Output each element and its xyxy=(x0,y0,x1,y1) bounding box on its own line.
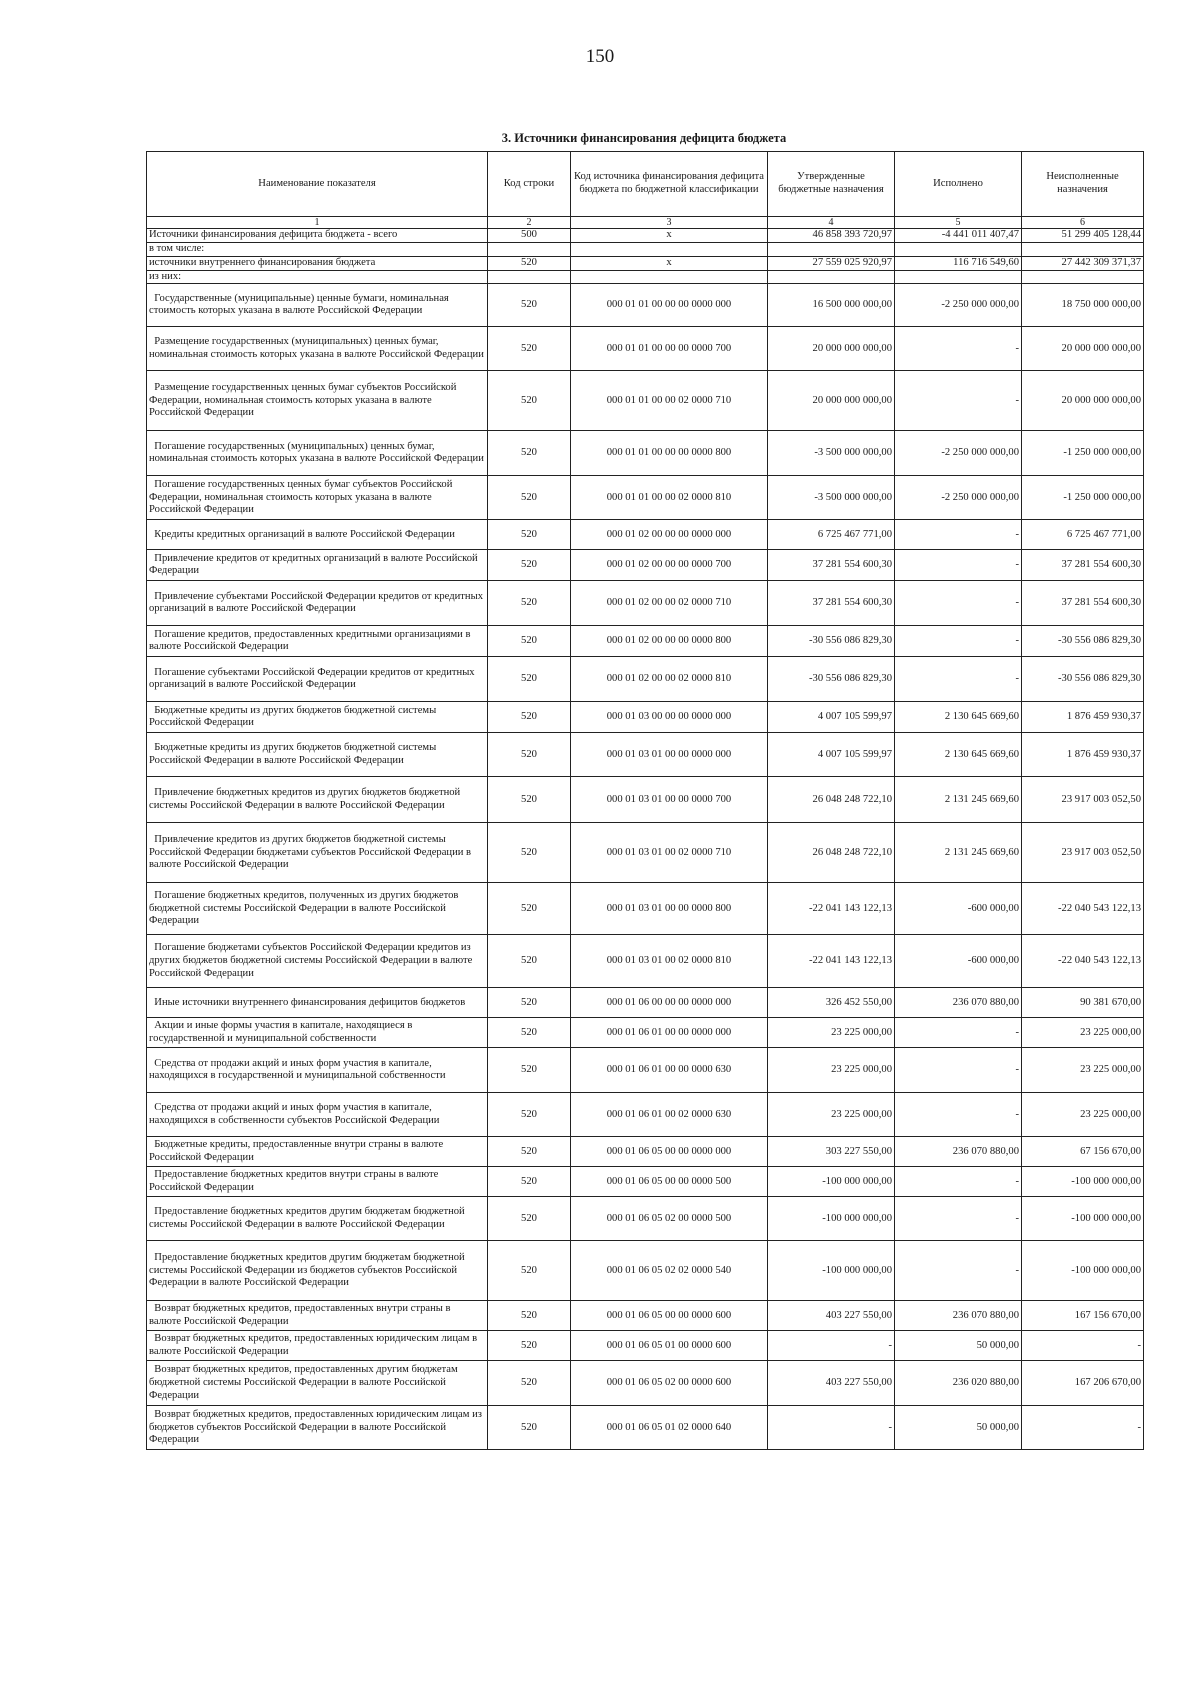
executed-cell: 236 070 880,00 xyxy=(895,988,1022,1018)
executed-cell: - xyxy=(895,1241,1022,1301)
source-code-cell: 000 01 06 05 01 00 0000 600 xyxy=(571,1331,768,1361)
source-code-cell: 000 01 06 05 02 00 0000 500 xyxy=(571,1197,768,1241)
line-code-cell: 520 xyxy=(488,1197,571,1241)
table-row xyxy=(147,550,1144,581)
indicator-name-cell: Возврат бюджетных кредитов, предоставленных юридическим лицам в валюте Российской Федерации xyxy=(147,1331,488,1361)
table-row xyxy=(147,243,1144,257)
indicator-name-cell: Погашение государственных (муниципальных) ценных бумаг, номинальная стоимость которых указана в валюте Российской Федерации xyxy=(147,431,488,476)
indicator-name-cell: в том числе: xyxy=(147,243,488,257)
unexecuted-cell xyxy=(1022,243,1144,257)
line-code-cell: 520 xyxy=(488,1137,571,1167)
line-code-cell: 520 xyxy=(488,733,571,777)
unexecuted-cell: 90 381 670,00 xyxy=(1022,988,1144,1018)
executed-cell: - xyxy=(895,1048,1022,1093)
indicator-name-cell: Бюджетные кредиты из других бюджетов бюджетной системы Российской Федерации xyxy=(147,702,488,733)
table-row xyxy=(147,1018,1144,1048)
line-code-cell: 520 xyxy=(488,1167,571,1197)
unexecuted-cell: -22 040 543 122,13 xyxy=(1022,935,1144,988)
column-number: 5 xyxy=(895,217,1022,229)
approved-cell: 326 452 550,00 xyxy=(768,988,895,1018)
source-code-cell: 000 01 03 01 00 02 0000 810 xyxy=(571,935,768,988)
table-row xyxy=(147,777,1144,823)
page-number: 150 xyxy=(585,46,615,67)
executed-cell: - xyxy=(895,657,1022,702)
indicator-name-cell: Предоставление бюджетных кредитов внутри страны в валюте Российской Федерации xyxy=(147,1167,488,1197)
line-code-cell: 520 xyxy=(488,1241,571,1301)
indicator-name-cell: Погашение государственных ценных бумаг субъектов Российской Федерации, номинальная стоимость которых указана в валюте Российской Федерации xyxy=(147,476,488,520)
executed-cell: - xyxy=(895,1197,1022,1241)
source-code-cell: 000 01 03 01 00 00 0000 700 xyxy=(571,777,768,823)
approved-cell: -100 000 000,00 xyxy=(768,1167,895,1197)
approved-cell: 6 725 467 771,00 xyxy=(768,520,895,550)
executed-cell: - xyxy=(895,581,1022,626)
indicator-name-cell: Погашение субъектами Российской Федерации кредитов от кредитных организаций в валюте Российской Федерации xyxy=(147,657,488,702)
table-row xyxy=(147,1406,1144,1450)
source-code-cell: 000 01 02 00 00 00 0000 800 xyxy=(571,626,768,657)
line-code-cell: 520 xyxy=(488,581,571,626)
line-code-cell xyxy=(488,270,571,284)
table-row xyxy=(147,823,1144,883)
unexecuted-cell: 167 206 670,00 xyxy=(1022,1361,1144,1406)
unexecuted-cell: -30 556 086 829,30 xyxy=(1022,626,1144,657)
unexecuted-cell: 23 225 000,00 xyxy=(1022,1093,1144,1137)
executed-cell xyxy=(895,270,1022,284)
line-code-cell: 520 xyxy=(488,823,571,883)
table-row xyxy=(147,1167,1144,1197)
table-row xyxy=(147,883,1144,935)
executed-cell: 236 070 880,00 xyxy=(895,1137,1022,1167)
header-executed: Исполнено xyxy=(895,152,1022,217)
executed-cell: 236 020 880,00 xyxy=(895,1361,1022,1406)
line-code-cell: 520 xyxy=(488,1361,571,1406)
unexecuted-cell: 27 442 309 371,37 xyxy=(1022,256,1144,270)
source-code-cell xyxy=(571,243,768,257)
source-code-cell: 000 01 06 01 00 00 0000 000 xyxy=(571,1018,768,1048)
approved-cell: -30 556 086 829,30 xyxy=(768,626,895,657)
table-row xyxy=(147,702,1144,733)
table-row xyxy=(147,476,1144,520)
source-code-cell: 000 01 01 00 00 02 0000 810 xyxy=(571,476,768,520)
column-number-row xyxy=(147,217,1144,229)
line-code-cell: 520 xyxy=(488,1301,571,1331)
line-code-cell: 520 xyxy=(488,883,571,935)
unexecuted-cell: - xyxy=(1022,1331,1144,1361)
line-code-cell: 500 xyxy=(488,229,571,243)
indicator-name-cell: Привлечение субъектами Российской Федерации кредитов от кредитных организаций в валюте Российской Федерации xyxy=(147,581,488,626)
indicator-name-cell: из них: xyxy=(147,270,488,284)
source-code-cell: 000 01 01 00 00 02 0000 710 xyxy=(571,371,768,431)
approved-cell: 46 858 393 720,97 xyxy=(768,229,895,243)
table-row xyxy=(147,431,1144,476)
indicator-name-cell: Привлечение кредитов от кредитных организаций в валюте Российской Федерации xyxy=(147,550,488,581)
unexecuted-cell: 23 225 000,00 xyxy=(1022,1048,1144,1093)
indicator-name-cell: Государственные (муниципальные) ценные бумаги, номинальная стоимость которых указана в валюте Российской Федерации xyxy=(147,284,488,327)
approved-cell: 23 225 000,00 xyxy=(768,1048,895,1093)
indicator-name-cell: Акции и иные формы участия в капитале, находящиеся в государственной и муниципальной собственности xyxy=(147,1018,488,1048)
executed-cell: -2 250 000 000,00 xyxy=(895,476,1022,520)
executed-cell xyxy=(895,243,1022,257)
unexecuted-cell: 1 876 459 930,37 xyxy=(1022,733,1144,777)
table-row xyxy=(147,1301,1144,1331)
table-row xyxy=(147,229,1144,243)
unexecuted-cell: -100 000 000,00 xyxy=(1022,1167,1144,1197)
source-code-cell: x xyxy=(571,229,768,243)
executed-cell: 2 131 245 669,60 xyxy=(895,823,1022,883)
indicator-name-cell: источники внутреннего финансирования бюджета xyxy=(147,256,488,270)
line-code-cell: 520 xyxy=(488,520,571,550)
executed-cell: 50 000,00 xyxy=(895,1406,1022,1450)
unexecuted-cell: 20 000 000 000,00 xyxy=(1022,327,1144,371)
line-code-cell: 520 xyxy=(488,476,571,520)
unexecuted-cell: 37 281 554 600,30 xyxy=(1022,550,1144,581)
source-code-cell: 000 01 06 00 00 00 0000 000 xyxy=(571,988,768,1018)
approved-cell: -3 500 000 000,00 xyxy=(768,431,895,476)
line-code-cell: 520 xyxy=(488,988,571,1018)
executed-cell: 236 070 880,00 xyxy=(895,1301,1022,1331)
approved-cell: -30 556 086 829,30 xyxy=(768,657,895,702)
indicator-name-cell: Привлечение бюджетных кредитов из других бюджетов бюджетной системы Российской Федерации в валюте Российской Федерации xyxy=(147,777,488,823)
source-code-cell: 000 01 01 00 00 00 0000 000 xyxy=(571,284,768,327)
approved-cell xyxy=(768,270,895,284)
executed-cell: - xyxy=(895,626,1022,657)
approved-cell: 4 007 105 599,97 xyxy=(768,733,895,777)
source-code-cell: 000 01 03 01 00 02 0000 710 xyxy=(571,823,768,883)
unexecuted-cell xyxy=(1022,270,1144,284)
indicator-name-cell: Источники финансирования дефицита бюджета - всего xyxy=(147,229,488,243)
approved-cell: 403 227 550,00 xyxy=(768,1361,895,1406)
approved-cell: 16 500 000 000,00 xyxy=(768,284,895,327)
source-code-cell: 000 01 02 00 00 02 0000 710 xyxy=(571,581,768,626)
executed-cell: - xyxy=(895,1018,1022,1048)
source-code-cell: 000 01 03 01 00 00 0000 800 xyxy=(571,883,768,935)
indicator-name-cell: Размещение государственных (муниципальных) ценных бумаг, номинальная стоимость которых указана в валюте Российской Федерации xyxy=(147,327,488,371)
approved-cell: 303 227 550,00 xyxy=(768,1137,895,1167)
table-row xyxy=(147,1361,1144,1406)
line-code-cell: 520 xyxy=(488,657,571,702)
indicator-name-cell: Размещение государственных ценных бумаг субъектов Российской Федерации, номинальная стоимость которых указана в валюте Российской Федерации xyxy=(147,371,488,431)
indicator-name-cell: Средства от продажи акций и иных форм участия в капитале, находящихся в собственности субъектов Российской Федерации xyxy=(147,1093,488,1137)
source-code-cell: 000 01 06 05 00 00 0000 500 xyxy=(571,1167,768,1197)
unexecuted-cell: 167 156 670,00 xyxy=(1022,1301,1144,1331)
approved-cell: -22 041 143 122,13 xyxy=(768,935,895,988)
column-number: 3 xyxy=(571,217,768,229)
executed-cell: - xyxy=(895,1167,1022,1197)
unexecuted-cell: -22 040 543 122,13 xyxy=(1022,883,1144,935)
unexecuted-cell: 67 156 670,00 xyxy=(1022,1137,1144,1167)
approved-cell: 23 225 000,00 xyxy=(768,1093,895,1137)
table-row xyxy=(147,657,1144,702)
source-code-cell: 000 01 02 00 00 00 0000 000 xyxy=(571,520,768,550)
table-row xyxy=(147,520,1144,550)
source-code-cell: 000 01 01 00 00 00 0000 700 xyxy=(571,327,768,371)
header-unexecuted: Неисполненные назначения xyxy=(1022,152,1144,217)
line-code-cell: 520 xyxy=(488,1331,571,1361)
approved-cell: 4 007 105 599,97 xyxy=(768,702,895,733)
table-header-row xyxy=(147,152,1144,217)
unexecuted-cell: 23 917 003 052,50 xyxy=(1022,777,1144,823)
table-row xyxy=(147,626,1144,657)
indicator-name-cell: Кредиты кредитных организаций в валюте Российской Федерации xyxy=(147,520,488,550)
line-code-cell: 520 xyxy=(488,777,571,823)
source-code-cell: 000 01 02 00 00 00 0000 700 xyxy=(571,550,768,581)
source-code-cell: 000 01 06 05 00 00 0000 600 xyxy=(571,1301,768,1331)
approved-cell xyxy=(768,243,895,257)
indicator-name-cell: Бюджетные кредиты из других бюджетов бюджетной системы Российской Федерации в валюте Российской Федерации xyxy=(147,733,488,777)
table-row xyxy=(147,1197,1144,1241)
table-row xyxy=(147,988,1144,1018)
approved-cell: -100 000 000,00 xyxy=(768,1241,895,1301)
unexecuted-cell: -30 556 086 829,30 xyxy=(1022,657,1144,702)
unexecuted-cell: -1 250 000 000,00 xyxy=(1022,431,1144,476)
approved-cell: 23 225 000,00 xyxy=(768,1018,895,1048)
executed-cell: - xyxy=(895,371,1022,431)
indicator-name-cell: Предоставление бюджетных кредитов другим бюджетам бюджетной системы Российской Федерации в валюте Российской Федерации xyxy=(147,1197,488,1241)
executed-cell: -600 000,00 xyxy=(895,883,1022,935)
source-code-cell: 000 01 03 01 00 00 0000 000 xyxy=(571,733,768,777)
unexecuted-cell: -1 250 000 000,00 xyxy=(1022,476,1144,520)
executed-cell: 116 716 549,60 xyxy=(895,256,1022,270)
executed-cell: -2 250 000 000,00 xyxy=(895,431,1022,476)
section-title: 3. Источники финансирования дефицита бюджета xyxy=(501,131,787,145)
indicator-name-cell: Предоставление бюджетных кредитов другим бюджетам бюджетной системы Российской Федерации из бюджетов субъектов Российской Федерации в валюте Российской Федерации xyxy=(147,1241,488,1301)
source-code-cell: 000 01 06 05 02 00 0000 600 xyxy=(571,1361,768,1406)
executed-cell: - xyxy=(895,1093,1022,1137)
unexecuted-cell: 37 281 554 600,30 xyxy=(1022,581,1144,626)
table-row xyxy=(147,1048,1144,1093)
indicator-name-cell: Погашение кредитов, предоставленных кредитными организациями в валюте Российской Федерации xyxy=(147,626,488,657)
line-code-cell: 520 xyxy=(488,371,571,431)
table-row xyxy=(147,581,1144,626)
approved-cell: 20 000 000 000,00 xyxy=(768,327,895,371)
unexecuted-cell: 18 750 000 000,00 xyxy=(1022,284,1144,327)
executed-cell: 50 000,00 xyxy=(895,1331,1022,1361)
line-code-cell: 520 xyxy=(488,431,571,476)
executed-cell: -2 250 000 000,00 xyxy=(895,284,1022,327)
line-code-cell: 520 xyxy=(488,284,571,327)
line-code-cell xyxy=(488,243,571,257)
line-code-cell: 520 xyxy=(488,626,571,657)
unexecuted-cell: 23 225 000,00 xyxy=(1022,1018,1144,1048)
table-row xyxy=(147,935,1144,988)
approved-cell: 20 000 000 000,00 xyxy=(768,371,895,431)
header-indicator-name: Наименование показателя xyxy=(147,152,488,217)
unexecuted-cell: 1 876 459 930,37 xyxy=(1022,702,1144,733)
source-code-cell: 000 01 06 05 00 00 0000 000 xyxy=(571,1137,768,1167)
unexecuted-cell: - xyxy=(1022,1406,1144,1450)
indicator-name-cell: Привлечение кредитов из других бюджетов бюджетной системы Российской Федерации бюджетами субъектов Российской Федерации в валюте Российской Федерации xyxy=(147,823,488,883)
executed-cell: 2 130 645 669,60 xyxy=(895,733,1022,777)
executed-cell: - xyxy=(895,327,1022,371)
source-code-cell: 000 01 03 00 00 00 0000 000 xyxy=(571,702,768,733)
executed-cell: -600 000,00 xyxy=(895,935,1022,988)
executed-cell: - xyxy=(895,520,1022,550)
indicator-name-cell: Возврат бюджетных кредитов, предоставленных внутри страны в валюте Российской Федерации xyxy=(147,1301,488,1331)
approved-cell: 26 048 248 722,10 xyxy=(768,777,895,823)
header-approved: Утвержденные бюджетные назначения xyxy=(768,152,895,217)
approved-cell: 27 559 025 920,97 xyxy=(768,256,895,270)
indicator-name-cell: Погашение бюджетами субъектов Российской Федерации кредитов из других бюджетов бюджетной системы Российской Федерации в валюте Российской Федерации xyxy=(147,935,488,988)
header-line-code: Код строки xyxy=(488,152,571,217)
source-code-cell: 000 01 02 00 00 02 0000 810 xyxy=(571,657,768,702)
table-row xyxy=(147,270,1144,284)
indicator-name-cell: Возврат бюджетных кредитов, предоставленных другим бюджетам бюджетной системы Российской Федерации в валюте Российской Федерации xyxy=(147,1361,488,1406)
table-row xyxy=(147,733,1144,777)
unexecuted-cell: -100 000 000,00 xyxy=(1022,1197,1144,1241)
indicator-name-cell: Бюджетные кредиты, предоставленные внутри страны в валюте Российской Федерации xyxy=(147,1137,488,1167)
header-source-code: Код источника финансирования дефицита бюджета по бюджетной классификации xyxy=(571,152,768,217)
executed-cell: 2 131 245 669,60 xyxy=(895,777,1022,823)
column-number: 1 xyxy=(147,217,488,229)
line-code-cell: 520 xyxy=(488,327,571,371)
line-code-cell: 520 xyxy=(488,550,571,581)
approved-cell: -3 500 000 000,00 xyxy=(768,476,895,520)
line-code-cell: 520 xyxy=(488,1406,571,1450)
line-code-cell: 520 xyxy=(488,1048,571,1093)
table-body xyxy=(147,229,1144,1450)
executed-cell: 2 130 645 669,60 xyxy=(895,702,1022,733)
table-row xyxy=(147,1241,1144,1301)
table-row xyxy=(147,327,1144,371)
line-code-cell: 520 xyxy=(488,935,571,988)
approved-cell: 37 281 554 600,30 xyxy=(768,550,895,581)
approved-cell: 26 048 248 722,10 xyxy=(768,823,895,883)
line-code-cell: 520 xyxy=(488,256,571,270)
column-number: 2 xyxy=(488,217,571,229)
source-code-cell xyxy=(571,270,768,284)
executed-cell: - xyxy=(895,550,1022,581)
table-row xyxy=(147,256,1144,270)
line-code-cell: 520 xyxy=(488,1093,571,1137)
indicator-name-cell: Возврат бюджетных кредитов, предоставленных юридическим лицам из бюджетов субъектов Российской Федерации в валюте Российской Федерации xyxy=(147,1406,488,1450)
unexecuted-cell: 6 725 467 771,00 xyxy=(1022,520,1144,550)
financing-sources-table xyxy=(146,151,1144,1450)
table-row xyxy=(147,1331,1144,1361)
unexecuted-cell: 23 917 003 052,50 xyxy=(1022,823,1144,883)
line-code-cell: 520 xyxy=(488,1018,571,1048)
table-row xyxy=(147,1093,1144,1137)
column-number: 4 xyxy=(768,217,895,229)
table-row xyxy=(147,1137,1144,1167)
unexecuted-cell: 51 299 405 128,44 xyxy=(1022,229,1144,243)
source-code-cell: 000 01 06 01 00 00 0000 630 xyxy=(571,1048,768,1093)
approved-cell: -100 000 000,00 xyxy=(768,1197,895,1241)
source-code-cell: 000 01 06 05 01 02 0000 640 xyxy=(571,1406,768,1450)
source-code-cell: x xyxy=(571,256,768,270)
line-code-cell: 520 xyxy=(488,702,571,733)
source-code-cell: 000 01 06 05 02 02 0000 540 xyxy=(571,1241,768,1301)
table-row xyxy=(147,371,1144,431)
executed-cell: -4 441 011 407,47 xyxy=(895,229,1022,243)
approved-cell: - xyxy=(768,1406,895,1450)
table-row xyxy=(147,284,1144,327)
indicator-name-cell: Средства от продажи акций и иных форм участия в капитале, находящихся в государственной и муниципальной собственности xyxy=(147,1048,488,1093)
source-code-cell: 000 01 01 00 00 00 0000 800 xyxy=(571,431,768,476)
source-code-cell: 000 01 06 01 00 02 0000 630 xyxy=(571,1093,768,1137)
approved-cell: -22 041 143 122,13 xyxy=(768,883,895,935)
approved-cell: 403 227 550,00 xyxy=(768,1301,895,1331)
column-number: 6 xyxy=(1022,217,1144,229)
unexecuted-cell: 20 000 000 000,00 xyxy=(1022,371,1144,431)
approved-cell: - xyxy=(768,1331,895,1361)
approved-cell: 37 281 554 600,30 xyxy=(768,581,895,626)
unexecuted-cell: -100 000 000,00 xyxy=(1022,1241,1144,1301)
indicator-name-cell: Погашение бюджетных кредитов, полученных из других бюджетов бюджетной системы Российской Федерации в валюте Российской Федерации xyxy=(147,883,488,935)
indicator-name-cell: Иные источники внутреннего финансирования дефицитов бюджетов xyxy=(147,988,488,1018)
